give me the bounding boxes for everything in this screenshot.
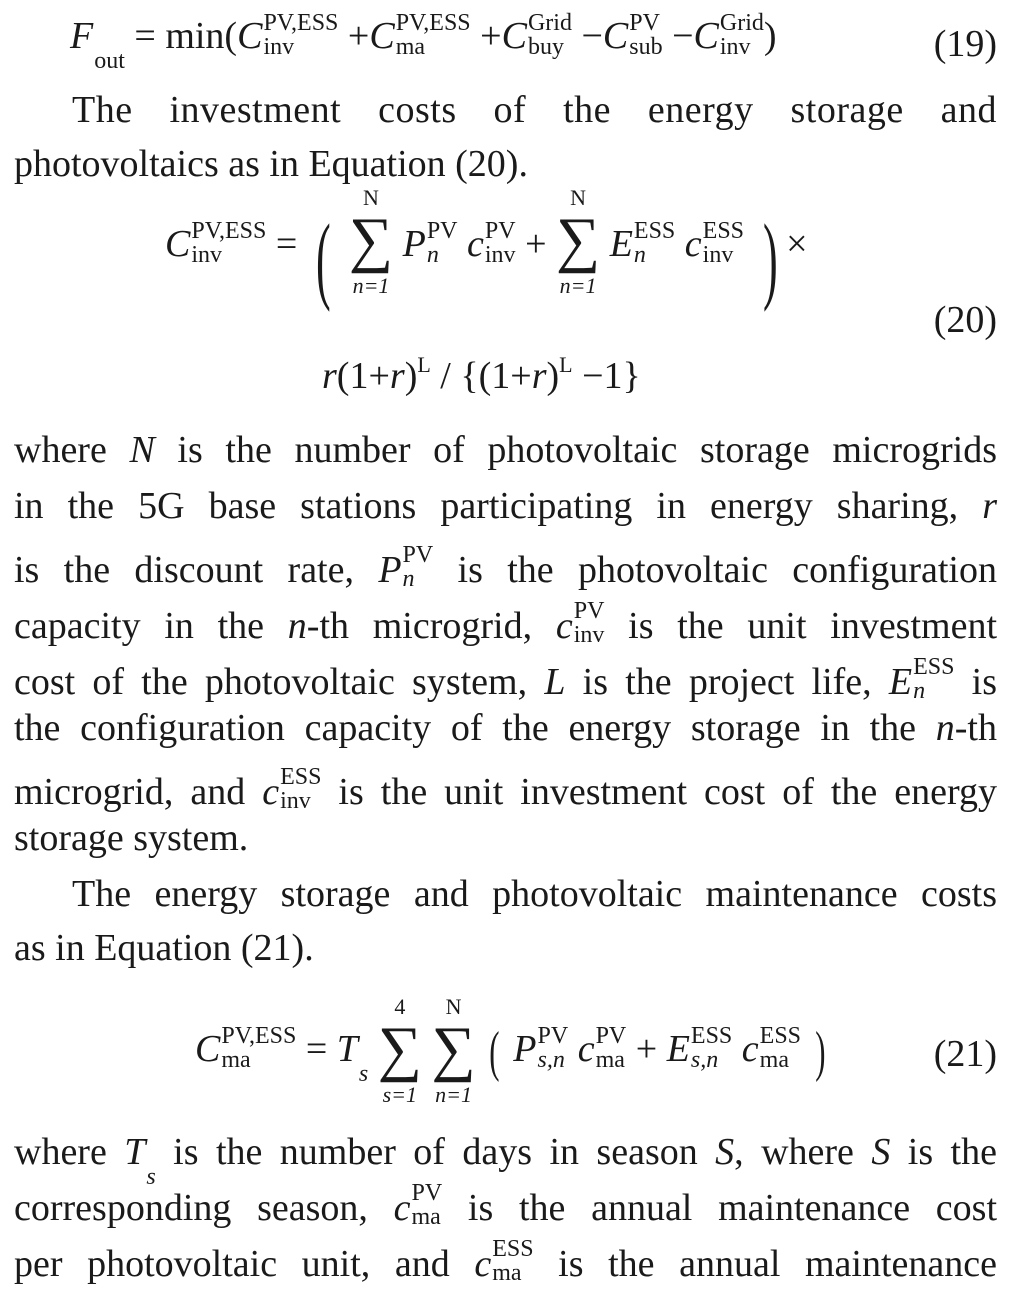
sub: inv <box>280 788 311 815</box>
eq20-c2: c <box>684 222 702 265</box>
sum-top: N <box>445 994 462 1019</box>
sup: ESS <box>913 654 955 681</box>
eq20-E: E <box>609 222 633 265</box>
eq21-c2: c <box>741 1028 759 1070</box>
para1-line1: The investment costs of the energy storage and <box>72 89 997 131</box>
text: cost of the photovoltaic system, <box>14 661 545 703</box>
sup: Grid <box>527 10 572 37</box>
text: corresponding season, <box>14 1187 394 1229</box>
sub: s,n <box>690 1047 719 1074</box>
eq19-term4: C <box>602 15 629 57</box>
eq20-left-paren: ( <box>315 205 331 313</box>
sub: n <box>426 242 439 268</box>
text: n <box>935 707 955 749</box>
text: is the annual maintenance <box>533 1243 997 1285</box>
sup: PV <box>595 1023 627 1050</box>
sub: ma <box>595 1047 625 1074</box>
sup: PV <box>573 598 605 625</box>
text: is the unit investment <box>604 605 998 647</box>
eq20-c1: c <box>467 222 484 265</box>
eq21-T: T <box>336 1028 358 1070</box>
sum-bottom: n=1 <box>435 1082 472 1107</box>
para1-line2: photovoltaics as in Equation (20). <box>14 143 528 185</box>
equation-20-line2: $r(1+r)^L / \{(1+r)^L -1\}$ <box>322 352 641 397</box>
equation-21: C PV,ESS ma = T s ∑ 4 s=1 ∑ N n=1 ( P PV s,n c PV ma + E ESS s,n c ESS ma ) <box>195 994 825 1107</box>
eq21-right-paren: ) <box>814 1021 825 1084</box>
eq19-min: = min( <box>134 15 238 57</box>
text: S <box>871 1131 891 1173</box>
sup: ESS <box>633 218 676 244</box>
sup: PV,ESS <box>263 10 339 37</box>
para3-line1: The energy storage and photovoltaic maintenance costs <box>72 873 997 915</box>
text: is the number of days in season <box>155 1131 716 1173</box>
text: microgrid, and <box>14 771 263 813</box>
eq19-F: F <box>70 15 94 57</box>
sum-top: N <box>570 184 587 210</box>
text: S <box>715 1131 735 1173</box>
sub: inv <box>263 34 295 61</box>
sub: ma <box>411 1204 441 1231</box>
sub: buy <box>527 34 564 61</box>
sub: s <box>358 1061 369 1088</box>
sub: n <box>913 678 926 705</box>
sub: s,n <box>537 1047 565 1074</box>
sup: ESS <box>280 764 322 791</box>
para4-line1: where T s is the number of days in season S, where S is the <box>14 1131 997 1191</box>
sub: s <box>146 1164 156 1191</box>
text: per photovoltaic unit, and <box>14 1243 475 1285</box>
text: , where <box>734 1131 872 1173</box>
eq21-E: E <box>666 1028 690 1070</box>
sum-bottom: s=1 <box>382 1082 418 1107</box>
para2-line6 <box>14 706 997 750</box>
eq19-term1: C <box>237 15 263 57</box>
eq20-times: × <box>786 222 808 265</box>
sup: PV,ESS <box>395 10 471 37</box>
text: is <box>954 661 997 703</box>
sub: ma <box>221 1047 251 1074</box>
sum-bottom: n=1 <box>352 272 390 298</box>
text: is the unit investment cost of the energy <box>321 771 997 813</box>
text: is the discount rate, <box>14 549 379 591</box>
para2-line8: storage system. <box>14 817 249 859</box>
eq20-P: P <box>402 222 426 265</box>
sup: ESS <box>690 1023 733 1050</box>
eq19-term2: C <box>369 15 395 57</box>
sub: inv <box>484 242 516 268</box>
eq21-left-paren: ( <box>489 1021 500 1084</box>
sup: PV <box>426 218 458 244</box>
eq19-term3: C <box>501 15 527 57</box>
eq20-lhs: C <box>165 222 191 265</box>
eq20-right-paren: ) <box>762 205 778 313</box>
sup: PV,ESS <box>221 1023 297 1050</box>
equals: = <box>305 1028 328 1070</box>
equation-number-20: (20) <box>933 299 997 341</box>
text: capacity in the <box>14 605 288 647</box>
para2-line7: microgrid, and c ESS inv is the unit investment cost of the energy <box>14 764 997 815</box>
eq20-sum1: ∑ N n=1 <box>349 209 393 271</box>
equation-19: F out = min(C PV,ESS inv +C PV,ESS ma +C Grid buy −C PV sub −C Grid inv ) <box>70 10 777 75</box>
text: n <box>287 605 307 647</box>
sum-bottom: n=1 <box>559 272 597 298</box>
eq19-term5: C <box>693 15 719 57</box>
eq21-P: P <box>513 1028 537 1070</box>
sup: PV <box>629 10 660 37</box>
eq21-sum1: ∑ 4 s=1 <box>378 1018 422 1080</box>
text: is the project life, <box>565 661 889 703</box>
para2-line2: in the 5G base stations participating in energy sharing, r <box>14 485 997 527</box>
text: -th microgrid, <box>306 605 556 647</box>
text: L <box>544 661 566 703</box>
sup: PV <box>402 542 434 569</box>
sup: ESS <box>702 218 745 244</box>
text: is the annual maintenance cost <box>442 1187 998 1229</box>
sub: inv <box>702 242 734 268</box>
equation-20: C PV,ESS inv = ( ∑ N n=1 P PV n c PV inv + ∑ N n=1 E ESS n c ESS inv ) × <box>165 184 808 313</box>
eq21-c1: c <box>577 1028 595 1070</box>
sup: Grid <box>719 10 764 37</box>
sup: PV,ESS <box>191 218 267 244</box>
text: the configuration capacity of the energy storage in the <box>14 707 936 749</box>
text: is the <box>890 1131 997 1173</box>
para4-line2: corresponding season, c PV ma is the annual maintenance cost <box>14 1180 998 1231</box>
sup: ESS <box>759 1023 802 1050</box>
equation-number-21: (21) <box>933 1033 997 1075</box>
sub: n <box>402 566 415 593</box>
sup: PV <box>484 218 516 244</box>
eq19-F-sub: out <box>94 48 125 75</box>
para2-line5: cost of the photovoltaic system, L is the project life, E ESS n is <box>14 654 997 705</box>
text: -th <box>954 707 997 749</box>
para3-line2: as in Equation (21). <box>14 927 314 969</box>
para2-line4: capacity in the n-th microgrid, c PV inv is the unit investment <box>14 598 998 649</box>
para2-line3: is the discount rate, P PV n is the photovoltaic configuration <box>14 542 997 593</box>
para4-line3: per photovoltaic unit, and c ESS ma is the annual maintenance <box>14 1236 997 1287</box>
sub: sub <box>629 34 663 61</box>
eq20-end: −1} <box>572 355 641 397</box>
sum-top: 4 <box>394 994 406 1019</box>
sub: ma <box>492 1260 522 1287</box>
sub: inv <box>719 34 751 61</box>
sum-top: N <box>363 184 379 210</box>
para2-line1: where N is the number of photovoltaic storage microgrids <box>14 429 997 471</box>
text: where <box>14 1131 125 1173</box>
sup: PV <box>411 1180 443 1207</box>
sub: ma <box>759 1047 789 1074</box>
eq21-lhs: C <box>195 1028 221 1070</box>
eq20-L1: L <box>417 352 431 377</box>
eq20-sum2: ∑ N n=1 <box>556 209 600 271</box>
text: is the photovoltaic configuration <box>433 549 997 591</box>
eq21-sum2: ∑ N n=1 <box>431 1018 475 1080</box>
equation-number-19: (19) <box>933 23 997 65</box>
sub: n <box>633 242 646 268</box>
sub: inv <box>191 242 223 268</box>
sub: ma <box>395 34 426 61</box>
sub: inv <box>573 622 605 649</box>
sup: PV <box>537 1023 569 1050</box>
sup: ESS <box>492 1236 534 1263</box>
eq20-L2: L <box>559 352 573 377</box>
